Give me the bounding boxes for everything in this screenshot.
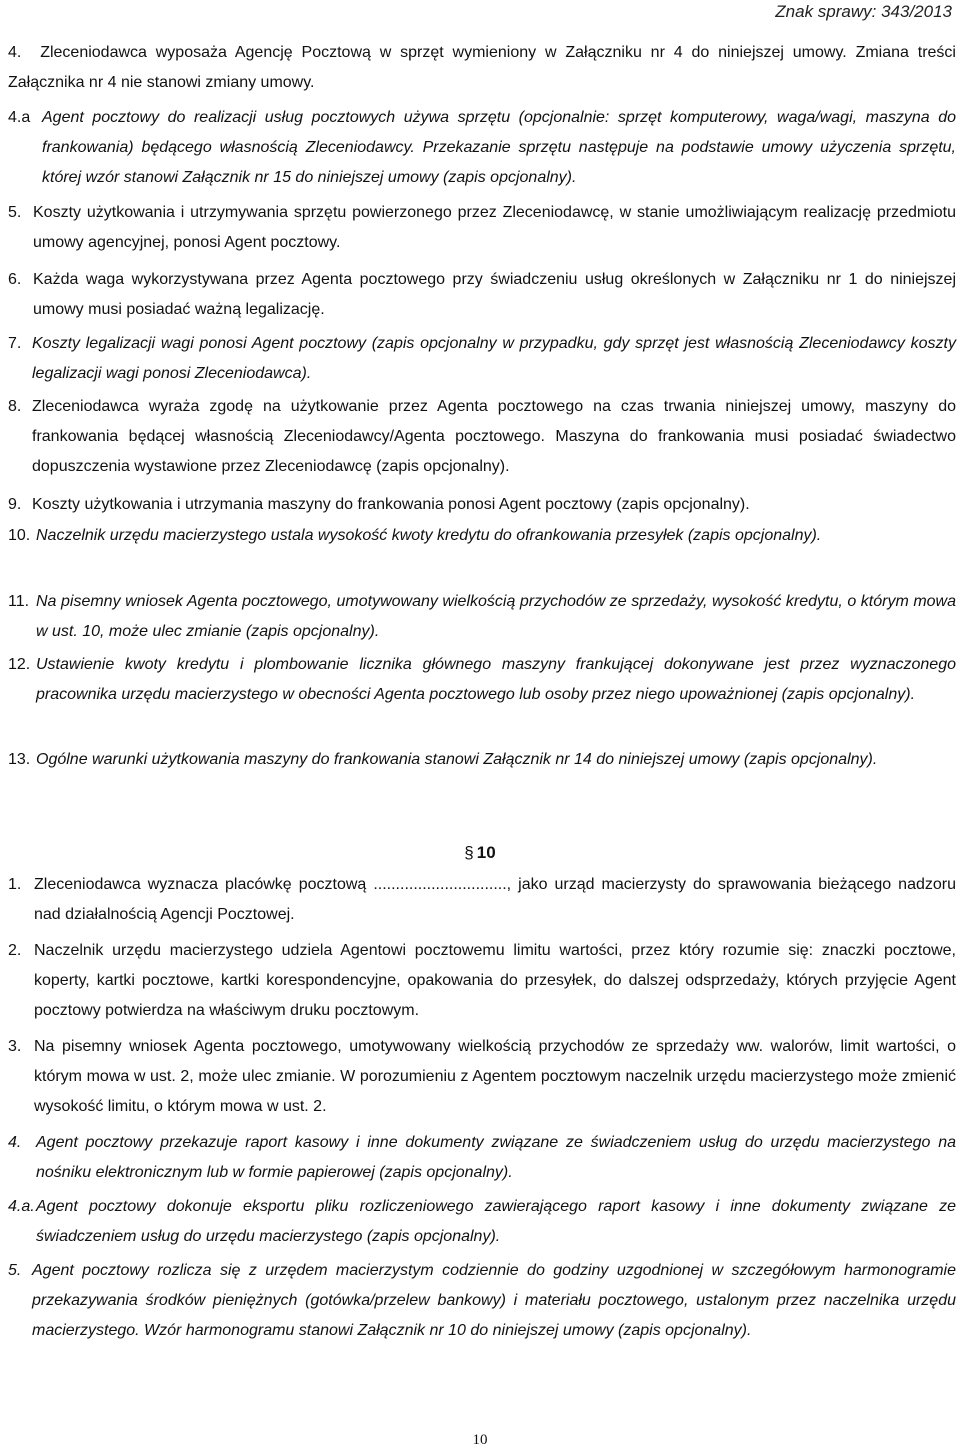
paragraph-text: Ogólne warunki użytkowania maszyny do frankowania stanowi Załącznik nr 14 do niniejszej umowy (zapis opcjonalny). [36, 751, 878, 768]
paragraph-number: 13. [8, 751, 31, 768]
section10-paragraph-2 [8, 936, 956, 1027]
section-heading [0, 843, 960, 863]
paragraph-number: 11. [8, 593, 30, 610]
paragraph-number: 3. [8, 1038, 22, 1055]
paragraph-text: Naczelnik urzędu macierzystego ustala wysokość kwoty kredytu do ofrankowania przesyłek (zapis opcjonalny). [36, 527, 822, 544]
paragraph-number: 4. [8, 1134, 22, 1151]
paragraph-13 [8, 745, 956, 775]
paragraph-text: Ustawienie kwoty kredytu i plombowanie licznika głównego maszyny frankującej dokonywane jest przez wyznaczonego pracownika urzędu macierzystego w obecności Agenta pocztowego lub osoby przez niego upoważnionej (zapis opcjonalny). [36, 656, 956, 704]
paragraph-number: 12. [8, 656, 31, 673]
section10-paragraph-4 [8, 1128, 956, 1188]
paragraph-text: Zleceniodawca wyposaża Agencję Pocztową w sprzęt wymieniony w Załączniku nr 4 do niniejszej umowy. Zmiana treści Załącznika nr 4 nie stanowi zmiany umowy. [8, 44, 956, 92]
paragraph-number: 4. [8, 44, 22, 61]
section-symbol: § [464, 843, 474, 862]
paragraph-text: Zleceniodawca wyznacza placówkę pocztową .............................., jako urząd macierzysty do sprawowania bieżącego nadzoru nad działalnością Agencji Pocztowej. [34, 876, 956, 924]
paragraph-text: Naczelnik urzędu macierzystego udziela Agentowi pocztowemu limitu wartości, przez który rozumie się: znaczki pocztowe, koperty, kartki pocztowe, kartki korespondencyjne, opakowania do przesyłek, do dalszej odsprzedaży, których przyjęcie Agent pocztowy potwierdza na właściwym druku pocztowym. [34, 942, 956, 1020]
paragraph-text: Agent pocztowy rozlicza się z urzędem macierzystym codziennie do godziny uzgodnionej w szczegółowym harmonogramie przekazywania środków pieniężnych (gotówka/przelew bankowy) i materiału pocztowego, ustalonym przez naczelnika urzędu macierzystego. Wzór harmonogramu stanowi Załącznik nr 10 do niniejszej umowy (zapis opcjonalny). [32, 1262, 956, 1340]
case-reference: Znak sprawy: 343/2013 [775, 2, 952, 21]
page-number: 10 [472, 1432, 488, 1448]
section10-paragraph-3 [8, 1032, 956, 1123]
paragraph-number: 5. [8, 1262, 22, 1279]
paragraph-number: 4.a [8, 109, 31, 126]
paragraph-text: Agent pocztowy do realizacji usług pocztowych używa sprzętu (opcjonalnie: sprzęt komputerowy, waga/wagi, maszyna do frankowania) będącego własnością Zleceniodawcy. Przekazanie sprzętu następuje na podstawie umowy użyczenia sprzętu, której wzór stanowi Załącznik nr 15 do niniejszej umowy (zapis opcjonalny). [42, 109, 956, 187]
paragraph-number: 7. [8, 335, 22, 352]
section-number: 10 [476, 843, 496, 862]
paragraph-11 [8, 587, 956, 647]
paragraph-number: 5. [8, 204, 22, 221]
paragraph-text: Na pisemny wniosek Agenta pocztowego, umotywowany wielkością przychodów ze sprzedaży ww. walorów, limit wartości, o którym mowa w ust. 2, może ulec zmianie. W porozumieniu z Agentem pocztowym naczelnik urzędu macierzystego może zmienić wysokość limitu, o którym mowa w ust. 2. [34, 1038, 956, 1116]
paragraph-number: 9. [8, 496, 22, 513]
paragraph-text: Zleceniodawca wyraża zgodę na użytkowanie przez Agenta pocztowego na czas trwania niniejszej umowy, maszyny do frankowania będącej własnością Zleceniodawcy/Agenta pocztowego. Maszyna do frankowania musi posiadać świadectwo dopuszczenia wystawione przez Zleceniodawcę (zapis opcjonalny). [32, 398, 956, 476]
paragraph-4 [8, 38, 956, 98]
paragraph-text: Koszty użytkowania i utrzymywania sprzętu powierzonego przez Zleceniodawcę, w stanie umożliwiającym realizację przedmiotu umowy agencyjnej, ponosi Agent pocztowy. [33, 204, 956, 252]
paragraph-number: 4.a. [8, 1198, 35, 1215]
paragraph-text: Koszty legalizacji wagi ponosi Agent pocztowy (zapis opcjonalny w przypadku, gdy sprzęt jest własnością Zleceniodawcy koszty legalizacji wagi ponosi Zleceniodawca). [32, 335, 956, 383]
paragraph-text: Na pisemny wniosek Agenta pocztowego, umotywowany wielkością przychodów ze sprzedaży, wysokość kredytu, o którym mowa w ust. 10, może ulec zmianie (zapis opcjonalny). [36, 593, 956, 641]
section10-paragraph-1 [8, 870, 956, 930]
paragraph-12 [8, 650, 956, 710]
paragraph-number: 1. [8, 876, 22, 893]
paragraph-7 [8, 329, 956, 389]
paragraph-9 [8, 490, 956, 520]
paragraph-10 [8, 521, 956, 551]
paragraph-text: Każda waga wykorzystywana przez Agenta pocztowego przy świadczeniu usług określonych w Załączniku nr 1 do niniejszej umowy musi posiadać ważną legalizację. [33, 271, 956, 319]
paragraph-number: 8. [8, 398, 22, 415]
paragraph-text: Agent pocztowy przekazuje raport kasowy i inne dokumenty związane ze świadczeniem usług do urzędu macierzystego na nośniku elektronicznym lub w formie papierowej (zapis opcjonalny). [36, 1134, 956, 1182]
paragraph-text: Koszty użytkowania i utrzymania maszyny do frankowania ponosi Agent pocztowy (zapis opcjonalny). [32, 496, 750, 513]
paragraph-8 [8, 392, 956, 483]
section10-paragraph-4a [8, 1192, 956, 1252]
paragraph-4a [8, 103, 956, 194]
section10-paragraph-5 [8, 1256, 956, 1347]
paragraph-6 [8, 265, 956, 325]
paragraph-number: 2. [8, 942, 22, 959]
paragraph-number: 6. [8, 271, 22, 288]
paragraph-number: 10. [8, 527, 31, 544]
paragraph-5 [8, 198, 956, 258]
paragraph-text: Agent pocztowy dokonuje eksportu pliku rozliczeniowego zawierającego raport kasowy i inne dokumenty związane ze świadczeniem usług do urzędu macierzystego (zapis opcjonalny). [36, 1198, 956, 1246]
